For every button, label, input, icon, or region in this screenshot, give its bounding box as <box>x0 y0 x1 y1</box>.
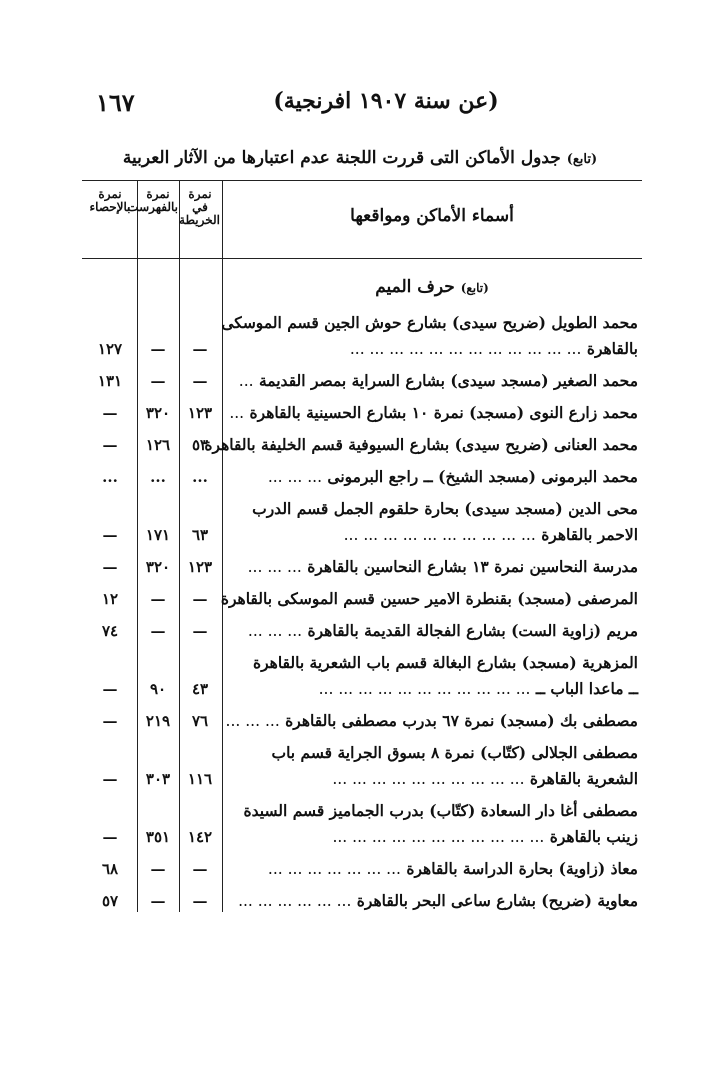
table-title-text: جدول الأماكن التى قررت اللجنة عدم اعتبارها من الآثار العربية <box>122 148 561 168</box>
place-name-line: معاوية (ضريح) بشارع ساعى البحر بالقاهرة ... ... ... ... ... ... <box>238 891 638 910</box>
census-number: — <box>102 526 118 544</box>
index-number: ١٧١ <box>145 526 171 544</box>
place-name-line: محمد الصغير (مسجد سيدى) بشارع السراية بمصر القديمة ... <box>238 371 638 390</box>
map-number: ... <box>192 468 208 486</box>
census-number: ... <box>102 468 118 486</box>
place-name <box>228 368 638 394</box>
place-name-line: محمد الطويل (ضريح سيدى) بشارع حوش الجين قسم الموسكى <box>221 313 638 332</box>
map-number: — <box>192 372 208 390</box>
place-name-line: الشعرية بالقاهرة ... ... ... ... ... ... ... ... ... ... <box>332 769 638 788</box>
index-number: ٩٠ <box>149 680 167 698</box>
index-number: ٣٥١ <box>145 828 171 846</box>
place-name <box>228 618 638 644</box>
census-number: ١٢٧ <box>97 340 123 358</box>
place-name <box>220 586 638 612</box>
map-number: ٦٣ <box>191 526 209 544</box>
table-row <box>82 432 642 458</box>
leader-dots: ... ... ... ... ... ... ... ... ... ... <box>332 770 525 788</box>
place-name <box>228 464 638 490</box>
table-row <box>82 464 642 490</box>
place-name-line: زينب بالقاهرة ... ... ... ... ... ... ... ... ... ... ... <box>332 827 638 846</box>
leader-dots: ... ... ... ... ... ... ... ... ... ... <box>343 526 536 544</box>
index-number: ... <box>150 468 166 486</box>
place-name-line: محمد العنانى (ضريح سيدى) بشارع السيوفية قسم الخليفة بالقاهرة <box>204 435 638 454</box>
table-row <box>82 650 642 702</box>
places-table <box>82 180 642 912</box>
place-name-line: محى الدين (مسجد سيدى) بحارة حلقوم الجمل قسم الدرب <box>252 499 638 518</box>
table-row <box>82 310 642 362</box>
table-row <box>82 554 642 580</box>
place-name <box>228 650 638 702</box>
table-row <box>82 496 642 548</box>
place-name <box>225 708 638 734</box>
map-number: — <box>192 340 208 358</box>
map-number: ١٢٣ <box>187 404 213 422</box>
census-number: ١٣١ <box>97 372 123 390</box>
leader-dots: ... ... ... <box>225 712 280 730</box>
place-name <box>228 400 638 426</box>
census-number: — <box>102 770 118 788</box>
leader-dots: ... ... ... ... ... ... ... ... ... ... ... ... <box>349 340 582 358</box>
place-name-line: معاذ (زاوية) بحارة الدراسة بالقاهرة ... ... ... ... ... ... ... <box>267 859 638 878</box>
place-name <box>228 496 638 548</box>
section-prefix: (تابع) <box>460 281 489 295</box>
map-number: ٧٦ <box>191 712 209 730</box>
leader-dots: ... ... ... ... ... ... <box>238 892 352 910</box>
index-number: ٣٠٣ <box>145 770 171 788</box>
table-row <box>82 888 642 914</box>
census-number: ٧٤ <box>101 622 119 640</box>
index-number: — <box>150 372 166 390</box>
table-top-rule <box>82 180 642 181</box>
census-number: — <box>102 712 118 730</box>
table-row <box>82 798 642 850</box>
table-row <box>82 740 642 792</box>
page-header <box>96 88 636 118</box>
place-name-line: مريم (زاوية الست) بشارع الفجالة القديمة بالقاهرة ... ... ... <box>247 621 638 640</box>
index-number: — <box>150 622 166 640</box>
place-name <box>228 798 638 850</box>
index-number: — <box>150 892 166 910</box>
table-row <box>82 368 642 394</box>
table-row <box>82 708 642 734</box>
leader-dots: ... ... ... ... ... ... ... <box>267 860 401 878</box>
leader-dots: ... ... ... <box>247 622 303 640</box>
section-heading <box>232 277 632 297</box>
table-row <box>82 400 642 426</box>
place-name-line: مدرسة النحاسين نمرة ١٣ بشارع النحاسين بالقاهرة ... ... ... <box>247 557 638 576</box>
index-number: ٣٢٠ <box>145 404 171 422</box>
index-number: ٢١٩ <box>145 712 171 730</box>
map-number: ٤٣ <box>191 680 209 698</box>
place-name-line: محمد البرمونى (مسجد الشيخ) ــ راجع البرمونى ... ... ... <box>267 467 638 486</box>
page-number: ١٦٧ <box>96 88 135 117</box>
column-header-names: أسماء الأماكن ومواقعها <box>350 206 514 226</box>
place-name-line: المزهرية (مسجد) بشارع البغالة قسم باب الشعرية بالقاهرة <box>252 653 638 672</box>
place-name-line: مصطفى الجلالى (كتّاب) نمرة ٨ بسوق الجراية قسم باب <box>271 743 638 762</box>
section-title: حرف الميم <box>375 277 455 297</box>
map-number: ٥٣ <box>191 436 209 454</box>
map-number: — <box>192 590 208 608</box>
index-number: — <box>150 340 166 358</box>
map-number: — <box>192 892 208 910</box>
column-header-map: نمرة في الخريطة <box>179 187 220 227</box>
leader-dots: ... ... ... ... ... ... ... ... ... ... ... <box>318 680 531 698</box>
place-name-line: ــ ماعدا الباب ــ ... ... ... ... ... ... ... ... ... ... ... <box>318 679 638 698</box>
table-row <box>82 618 642 644</box>
place-name-line: محمد زارع النوى (مسجد) نمرة ١٠ بشارع الحسينية بالقاهرة ... <box>229 403 638 422</box>
table-row <box>82 856 642 882</box>
table-row <box>82 586 642 612</box>
census-number: ١٢ <box>101 590 119 608</box>
census-number: — <box>102 680 118 698</box>
map-number: — <box>192 622 208 640</box>
table-title-prefix: (تابع) <box>566 152 598 167</box>
census-number: ٦٨ <box>101 860 119 878</box>
census-number: — <box>102 404 118 422</box>
place-name-line: مصطفى بك (مسجد) نمرة ٦٧ بدرب مصطفى بالقاهرة ... ... ... <box>225 711 638 730</box>
index-number: — <box>150 860 166 878</box>
index-number: — <box>150 590 166 608</box>
census-number: — <box>102 436 118 454</box>
index-number: ٣٢٠ <box>145 558 171 576</box>
leader-dots: ... ... ... <box>267 468 323 486</box>
place-name-line: بالقاهرة ... ... ... ... ... ... ... ... ... ... ... ... <box>349 339 638 358</box>
place-name <box>221 310 638 362</box>
place-name-line: المرصفى (مسجد) بقنطرة الامير حسين قسم الموسكى بالقاهرة <box>220 589 638 608</box>
running-head: (عن سنة ١٩٠٧ افرنجية) <box>273 88 499 114</box>
place-name <box>228 740 638 792</box>
place-name-line: الاحمر بالقاهرة ... ... ... ... ... ... ... ... ... ... <box>343 525 638 544</box>
map-number: ١٤٢ <box>187 828 213 846</box>
column-header-census: نمرة بالإحصاء <box>89 187 131 214</box>
table-title <box>80 148 640 168</box>
map-number: ١١٦ <box>187 770 213 788</box>
leader-dots: ... ... ... ... ... ... ... ... ... ... ... <box>332 828 545 846</box>
place-name-line: مصطفى أغا دار السعادة (كتّاب) بدرب الجماميز قسم السيدة <box>243 801 638 820</box>
place-name <box>204 432 638 458</box>
place-name <box>228 888 638 914</box>
census-number: ٥٧ <box>101 892 119 910</box>
column-header-index: نمرة بالفهرست <box>127 187 178 214</box>
place-name <box>228 856 638 882</box>
census-number: — <box>102 828 118 846</box>
leader-dots: ... ... ... <box>247 558 302 576</box>
map-number: ١٢٣ <box>187 558 213 576</box>
header-bottom-rule <box>82 258 642 259</box>
census-number: — <box>102 558 118 576</box>
place-name <box>228 554 638 580</box>
map-number: — <box>192 860 208 878</box>
index-number: ١٢٦ <box>145 436 171 454</box>
leader-dots: ... <box>229 404 245 422</box>
leader-dots: ... <box>238 372 254 390</box>
